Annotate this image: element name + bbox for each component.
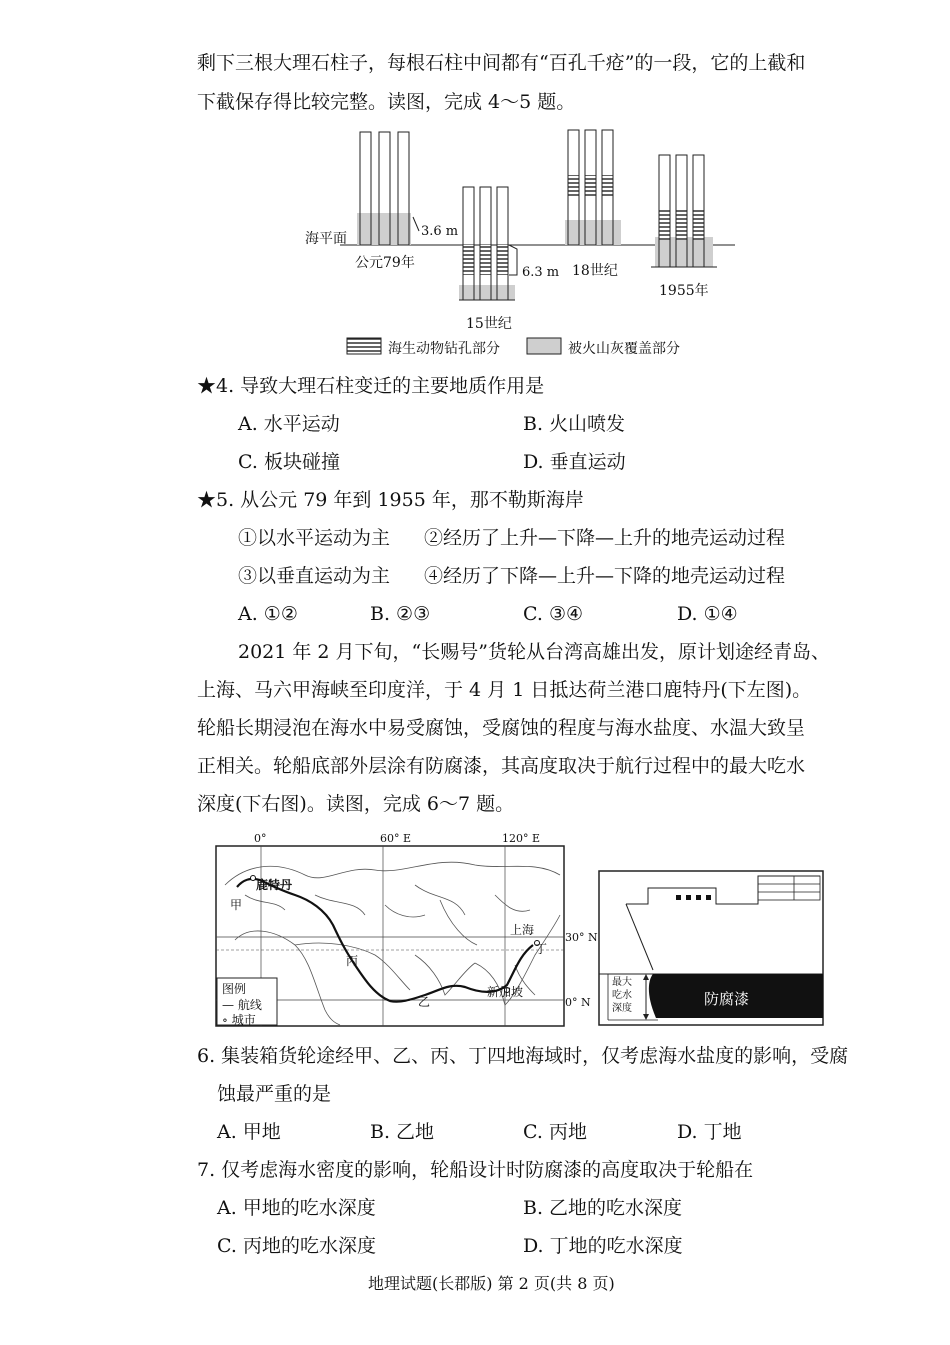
columns-18c [565, 130, 621, 245]
paint-label: 防腐漆 [704, 990, 750, 1008]
rotterdam-label: 鹿特丹 [256, 878, 293, 892]
columns-15c [459, 187, 517, 300]
q7-stem: 7. 仅考虑海水密度的影响，轮船设计时防腐漆的高度取决于轮船在 [197, 1159, 754, 1181]
q6-option-b: B. 乙地 [370, 1121, 435, 1143]
passage2-line-1: 2021 年 2 月下旬，“长赐号”货轮从台湾高雄出发，原计划途经青岛、 [238, 641, 830, 663]
lat-30n-label: 30° N [565, 931, 598, 944]
era-79ad-label: 公元79年 [355, 255, 415, 271]
map-legend-title: 图例 [222, 982, 247, 996]
max-draft-label-1: 最大 [612, 977, 632, 988]
lon-0-label: 0° [254, 832, 267, 845]
legend-ash-label: 被火山灰覆盖部分 [568, 341, 680, 357]
passage2-line-5: 深度(下右图)。读图，完成 6～7 题。 [197, 793, 515, 815]
intro-line-2: 下截保存得比较完整。读图，完成 4～5 题。 [197, 91, 576, 113]
q6-option-d: D. 丁地 [677, 1121, 742, 1143]
singapore-label: 新加坡 [487, 985, 524, 999]
q7-option-c: C. 丙地的吃水深度 [217, 1235, 376, 1257]
location-bing-label: 丙 [346, 954, 359, 968]
window-4 [706, 895, 711, 900]
map-legend-route: — 航线 [222, 998, 262, 1012]
map-legend-city: ∘ 城市 [222, 1013, 256, 1027]
legend-bored-label: 海生动物钻孔部分 [388, 341, 500, 357]
height-3-6-label: 3.6 m [421, 224, 459, 239]
q5-statement-1: ①以水平运动为主 [238, 527, 391, 549]
location-ding-label: 丁 [535, 942, 548, 956]
sea-level-label: 海平面 [305, 231, 347, 247]
columns-1955 [651, 155, 717, 267]
lon-120e-label: 120° E [502, 832, 541, 845]
q6-option-c: C. 丙地 [523, 1121, 587, 1143]
columns-79ad [357, 132, 419, 245]
q4-stem: ★4. 导致大理石柱变迁的主要地质作用是 [197, 375, 545, 397]
q7-option-b: B. 乙地的吃水深度 [523, 1197, 683, 1219]
window-1 [676, 895, 681, 900]
lon-60e-label: 60° E [380, 832, 412, 845]
q6-stem-line-2: 蚀最严重的是 [217, 1083, 332, 1105]
window-3 [696, 895, 701, 900]
q5-statement-4: ④经历了下降—上升—下降的地壳运动过程 [424, 565, 786, 587]
window-2 [686, 895, 691, 900]
era-18c-label: 18世纪 [572, 263, 618, 279]
q5-statement-2: ②经历了上升—下降—上升的地壳运动过程 [424, 527, 786, 549]
max-draft-label-2: 吃水 [612, 990, 632, 1001]
lat-0n-label: 0° N [565, 996, 591, 1009]
q5-option-c: C. ③④ [523, 603, 584, 625]
q5-option-d: D. ①④ [677, 603, 738, 625]
rotterdam-marker [251, 876, 256, 881]
location-jia-label: 甲 [230, 898, 243, 912]
q5-option-b: B. ②③ [370, 603, 431, 625]
q4-option-c: C. 板块碰撞 [238, 451, 340, 473]
shanghai-label: 上海 [510, 923, 535, 937]
q5-stem: ★5. 从公元 79 年到 1955 年，那不勒斯海岸 [197, 489, 584, 511]
q7-option-a: A. 甲地的吃水深度 [217, 1197, 376, 1219]
legend-ash-swatch [527, 338, 561, 354]
legend-bored-swatch [347, 338, 381, 354]
passage2-line-2: 上海、马六甲海峡至印度洋，于 4 月 1 日抵达荷兰港口鹿特丹(下左图)。 [197, 679, 812, 701]
q5-option-a: A. ①② [238, 603, 298, 625]
location-yi-label: 乙 [418, 995, 431, 1009]
era-1955-label: 1955年 [659, 283, 709, 299]
max-draft-label-3: 深度 [612, 1003, 632, 1014]
q6-stem-line-1: 6. 集装箱货轮途经甲、乙、丙、丁四地海域时，仅考虑海水盐度的影响，受腐 [197, 1045, 849, 1067]
era-15c-label: 15世纪 [466, 316, 512, 332]
passage2-line-3: 轮船长期浸泡在海水中易受腐蚀，受腐蚀的程度与海水盐度、水温大致呈 [197, 717, 806, 739]
height-6-3-label: 6.3 m [522, 265, 560, 280]
q5-statement-3: ③以垂直运动为主 [238, 565, 391, 587]
q4-option-a: A. 水平运动 [238, 413, 340, 435]
q6-option-a: A. 甲地 [217, 1121, 281, 1143]
intro-line-1: 剩下三根大理石柱子，每根石柱中间都有“百孔千疮”的一段，它的上截和 [197, 52, 806, 74]
marble-columns-figure [295, 125, 745, 360]
passage2-line-4: 正相关。轮船底部外层涂有防腐漆，其高度取决于航行过程中的最大吃水 [197, 755, 806, 777]
q4-option-b: B. 火山喷发 [523, 413, 626, 435]
page-footer: 地理试题(长郡版) 第 2 页(共 8 页) [368, 1274, 615, 1293]
q4-option-d: D. 垂直运动 [523, 451, 626, 473]
q7-option-d: D. 丁地的吃水深度 [523, 1235, 683, 1257]
